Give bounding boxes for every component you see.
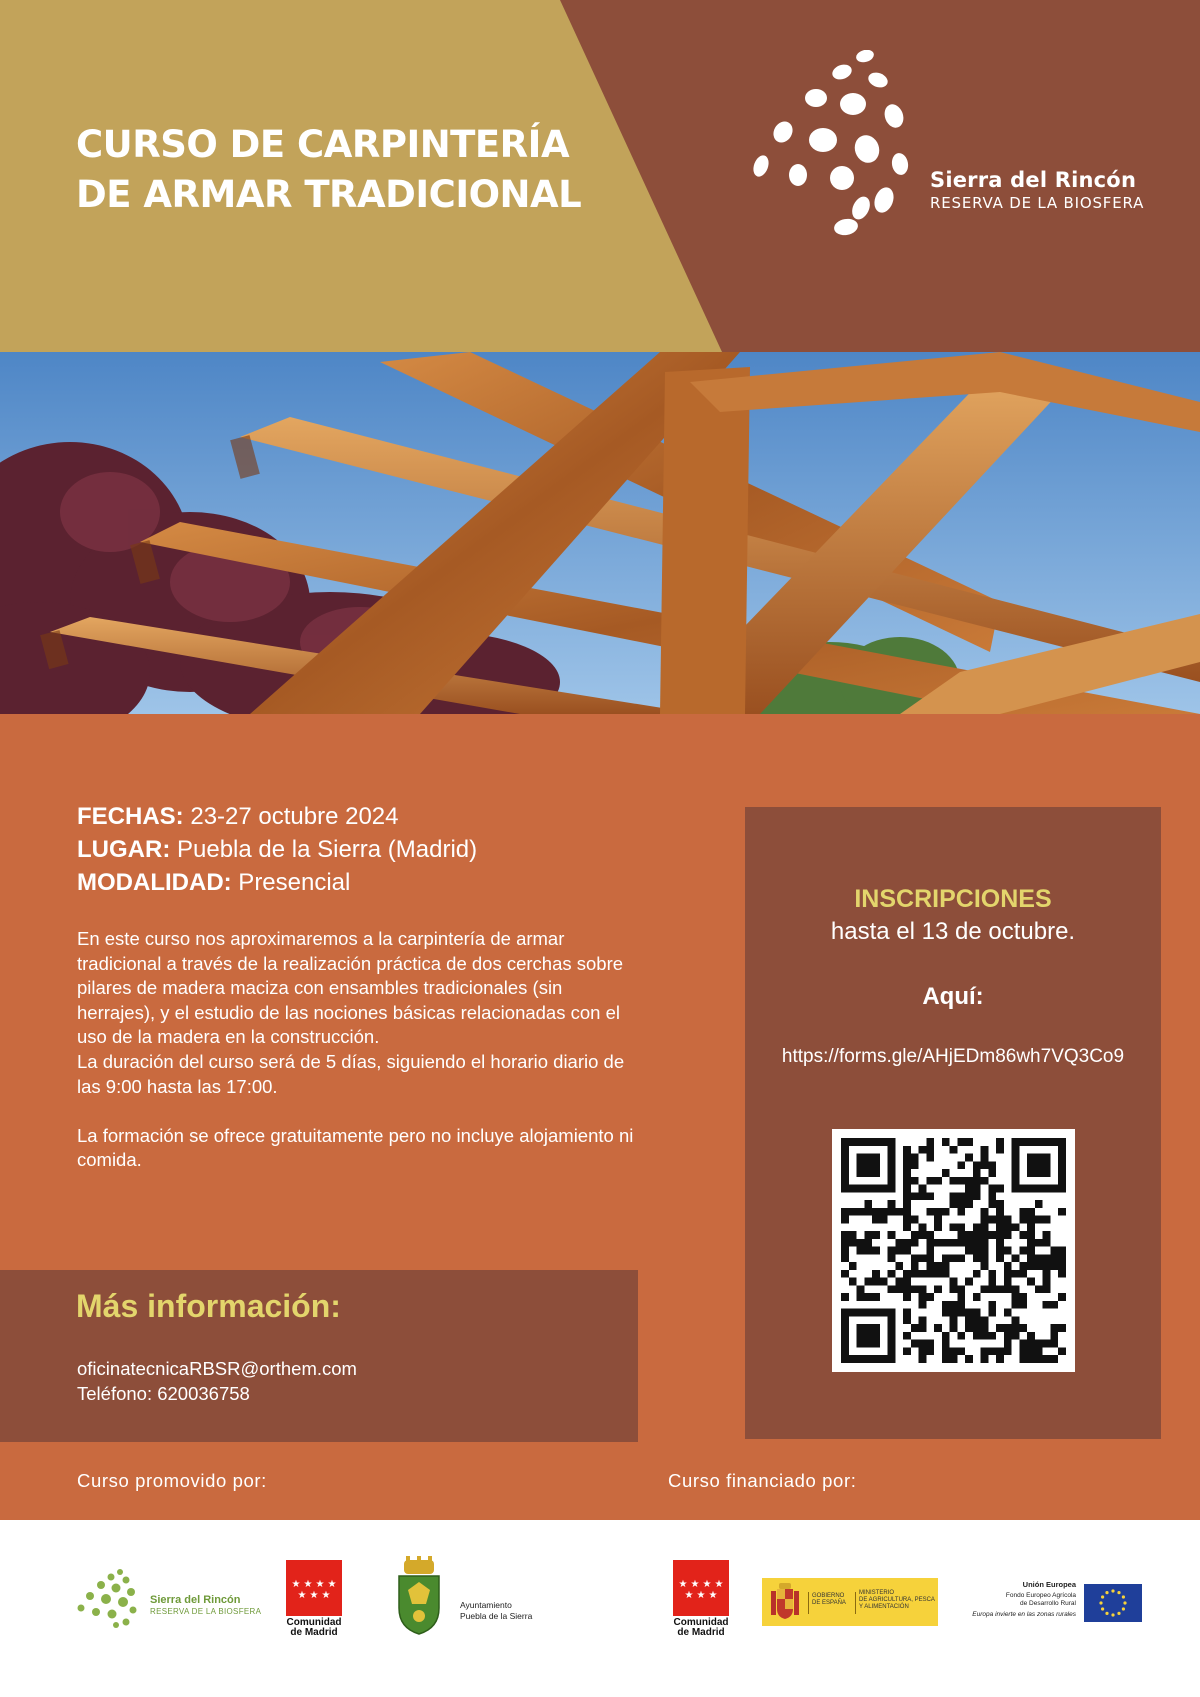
ayuntamiento-line1: Ayuntamiento — [460, 1600, 512, 1610]
eu-fund-line2: de Desarrollo Rural — [1020, 1600, 1076, 1607]
reserva-biosfera-subtitle: RESERVA DE LA BIOSFERA — [930, 194, 1145, 212]
madrid-stars-flag-icon — [673, 1560, 729, 1616]
course-title — [76, 120, 581, 220]
ministerio-agricultura-logo — [762, 1578, 938, 1626]
union-europea-feader-logo — [960, 1580, 1142, 1628]
eu-motto: Europa invierte en las zonas rurales — [972, 1611, 1076, 1618]
inscriptions-deadline: hasta el 13 de octubre. — [830, 918, 1076, 945]
ministerio-line1: MINISTERIO — [859, 1590, 895, 1596]
inscriptions-here-label: Aquí: — [922, 983, 984, 1010]
description-paragraph-3: La formación se ofrece gratuitamente pero no incluye alojamiento ni comida. — [77, 1124, 634, 1171]
green-dots-icon — [76, 1568, 142, 1628]
course-details — [77, 800, 637, 1198]
sierra-del-rincon-logo — [76, 1568, 266, 1628]
financed-by-label: Curso financiado por: — [668, 1470, 857, 1491]
course-description — [77, 927, 637, 1173]
ministerio-divider-2 — [855, 1592, 856, 1614]
sierra-del-rincon-name: Sierra del Rincón — [930, 168, 1137, 192]
comunidad-line2: de Madrid — [677, 1627, 725, 1638]
svg-text:★: ★ — [714, 1579, 724, 1590]
sierra-logo-subtitle: RESERVA DE LA BIOSFERA — [150, 1607, 262, 1616]
svg-text:★: ★ — [696, 1590, 706, 1601]
ministerio-line2: DE AGRICULTURA, PESCA — [859, 1597, 935, 1603]
more-info-title: Más información: — [76, 1288, 341, 1324]
description-paragraph-2: La duración del curso será de 5 días, siguiendo el horario diario de las 9:00 hasta las 17:00. — [77, 1050, 625, 1097]
comunidad-line1: Comunidad — [286, 1617, 342, 1628]
spain-coat-of-arms-icon — [768, 1583, 802, 1621]
eu-fund-line1: Fondo Europeo Agrícola — [1005, 1592, 1076, 1599]
svg-text:★: ★ — [309, 1590, 319, 1601]
dates-label: FECHAS: — [77, 803, 184, 830]
promoted-by-label: Curso promovido por: — [77, 1470, 267, 1491]
registration-qr-code[interactable] — [832, 1129, 1075, 1372]
registration-form-link[interactable]: https://forms.gle/AHjEDm86wh7VQ3Co9 — [781, 1046, 1125, 1067]
course-title-line2: DE ARMAR TRADICIONAL — [76, 173, 582, 216]
svg-text:★: ★ — [303, 1579, 313, 1590]
course-title-line1: CURSO DE CARPINTERÍA — [76, 123, 570, 166]
ministerio-divider — [808, 1592, 809, 1614]
eu-flag-icon — [1084, 1584, 1142, 1622]
comunidad-de-madrid-logo-1 — [285, 1560, 345, 1638]
description-paragraph-1: En este curso nos aproximaremos a la carpintería de armar tradicional a través de la realización práctica de dos cerchas sobre pilares de madera maciza con ensambles tradicionales (sin herrajes), y el estudio de las nociones básicas relacionadas con el uso de la madera en la construcción. — [77, 928, 624, 1048]
header-band — [0, 0, 1200, 352]
mode-line — [77, 866, 637, 899]
gobierno-line1: GOBIERNO — [812, 1593, 845, 1599]
svg-text:★: ★ — [684, 1590, 694, 1601]
svg-text:★: ★ — [315, 1579, 325, 1590]
sierra-del-rincon-logo-mark — [750, 50, 920, 240]
gobierno-line2: DE ESPAÑA — [812, 1600, 846, 1606]
sierra-logo-name: Sierra del Rincón — [150, 1594, 241, 1606]
inscriptions-box — [745, 807, 1161, 1439]
svg-text:★: ★ — [297, 1590, 307, 1601]
place-label: LUGAR: — [77, 836, 171, 863]
eu-title: Unión Europea — [1022, 1580, 1076, 1589]
mode-value: Presencial — [231, 869, 351, 896]
inscriptions-title: INSCRIPCIONES — [854, 885, 1052, 913]
qr-code-icon — [841, 1138, 1066, 1363]
svg-text:★: ★ — [678, 1579, 688, 1590]
ministerio-line3: Y ALIMENTACIÓN — [859, 1604, 909, 1610]
svg-text:★: ★ — [327, 1579, 337, 1590]
comunidad-line1: Comunidad — [673, 1617, 729, 1628]
svg-text:★: ★ — [708, 1590, 718, 1601]
ayuntamiento-line2: Puebla de la Sierra — [460, 1611, 533, 1621]
comunidad-de-madrid-logo-2 — [672, 1560, 732, 1638]
svg-text:★: ★ — [291, 1579, 301, 1590]
dates-line — [77, 800, 637, 833]
timber-truss-photo — [0, 352, 1200, 714]
dates-value: 23-27 octubre 2024 — [183, 803, 399, 830]
ayuntamiento-puebla-logo — [396, 1556, 556, 1636]
place-value: Puebla de la Sierra (Madrid) — [170, 836, 478, 863]
madrid-stars-flag-icon — [286, 1560, 342, 1616]
contact-email-link[interactable]: oficinatecnicaRBSR@orthem.com — [77, 1358, 357, 1379]
mode-label: MODALIDAD: — [77, 869, 232, 896]
svg-text:★: ★ — [321, 1590, 331, 1601]
municipal-coat-of-arms-icon — [396, 1556, 442, 1636]
sponsor-logos-strip — [0, 1520, 1200, 1697]
place-line — [77, 833, 637, 866]
svg-text:★: ★ — [702, 1579, 712, 1590]
more-info-box — [0, 1270, 638, 1442]
svg-text:★: ★ — [690, 1579, 700, 1590]
contact-phone: Teléfono: 620036758 — [77, 1383, 250, 1404]
comunidad-line2: de Madrid — [290, 1627, 338, 1638]
